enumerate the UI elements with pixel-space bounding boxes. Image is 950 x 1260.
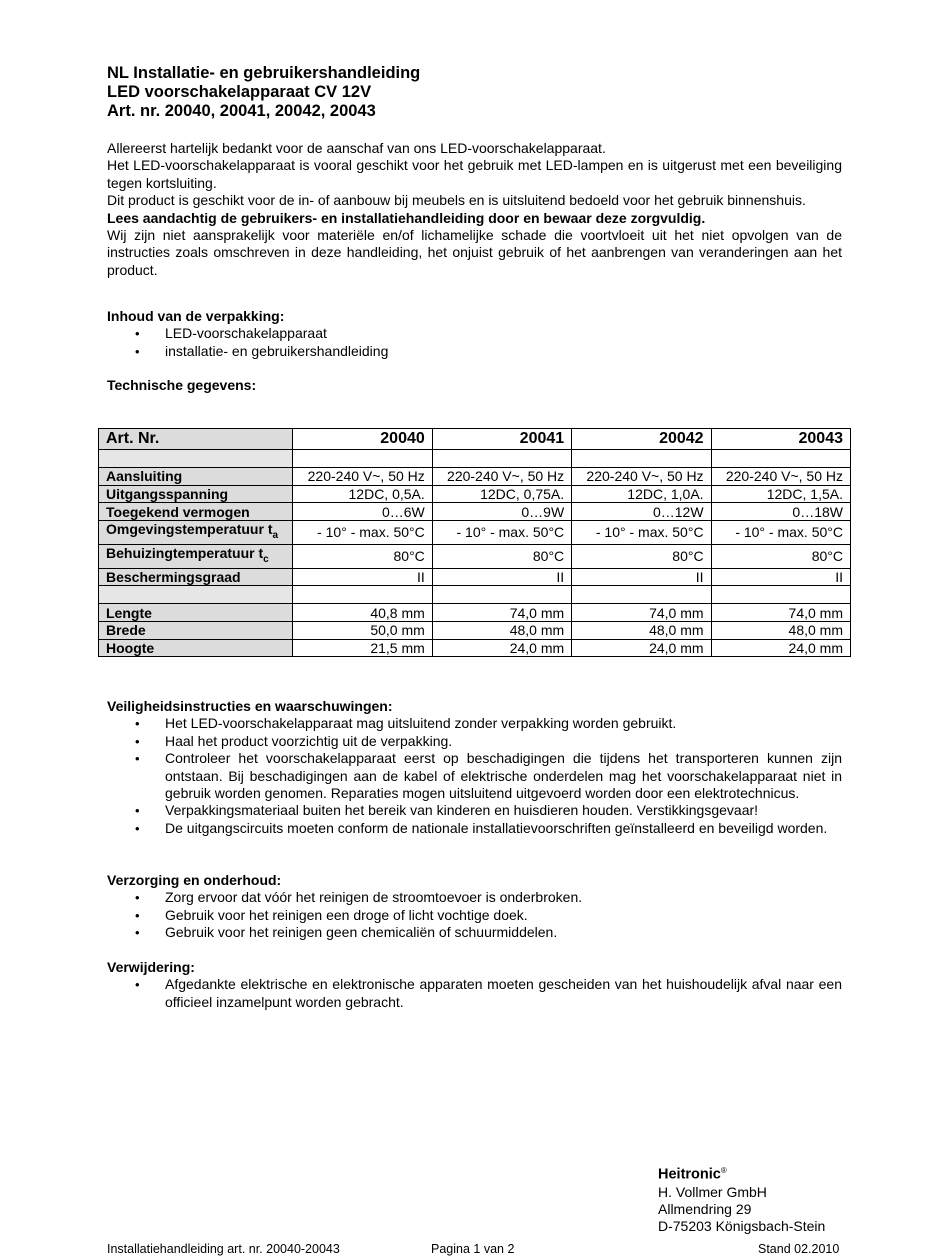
- disposal-section: [107, 959, 842, 1011]
- table-header-cell: 20043: [711, 429, 850, 450]
- title-line-2: LED voorschakelapparaat CV 12V: [107, 83, 372, 101]
- table-cell: 80°C: [572, 544, 711, 568]
- table-header-label: Art. Nr.: [99, 429, 293, 450]
- row-label: Hoogte: [99, 639, 293, 657]
- table-cell: - 10° - max. 50°C: [572, 521, 711, 545]
- list-item: • Haal het product voorzichtig uit de verpakking.: [107, 733, 842, 750]
- table-row: [99, 521, 851, 545]
- table-cell: II: [432, 568, 571, 586]
- company-address: [658, 1162, 825, 1235]
- intro-text: [107, 140, 842, 279]
- table-cell: 12DC, 1,0A.: [572, 485, 711, 503]
- table-cell: 74,0 mm: [711, 604, 850, 622]
- table-cell: 74,0 mm: [432, 604, 571, 622]
- list-item: • Afgedankte elektrische en elektronische apparaten moeten gescheiden van het huishoudelijk afval naar een officieel inzamelpunt worden gebracht.: [107, 976, 842, 1011]
- street-address: Allmendring 29: [658, 1201, 752, 1218]
- table-cell: 48,0 mm: [572, 622, 711, 640]
- row-label: Omgevingstemperatuur $t_a$: [99, 521, 293, 545]
- table-row: [99, 485, 851, 503]
- intro-paragraph: Dit product is geschikt voor de in- of aanbouw bij meubels en is uitsluitend bedoeld voor het gebruik binnenshuis.: [107, 192, 806, 209]
- list-item: • Controleer het voorschakelapparaat eerst op beschadigingen die tijdens het transporteren kunnen zijn ontstaan. Bij beschadigingen aan de kabel of elektrische onderdelen mag het voorschakelapparaat niet in gebruik worden genomen. Reparaties mogen uitsluitend uitgevoerd worden door een elektrotechnicus.: [107, 750, 842, 802]
- table-header-cell: 20041: [432, 429, 571, 450]
- table-cell: 24,0 mm: [572, 639, 711, 657]
- list-item: • LED-voorschakelapparaat: [107, 325, 842, 342]
- table-cell: 12DC, 1,5A.: [711, 485, 850, 503]
- table-cell: 12DC, 0,75A.: [432, 485, 571, 503]
- registered-mark: ®: [720, 1166, 727, 1175]
- list-item: • Zorg ervoor dat vóór het reinigen de stroomtoevoer is onderbroken.: [107, 889, 842, 906]
- table-cell: 80°C: [293, 544, 432, 568]
- section-heading: Technische gegevens:: [107, 377, 257, 393]
- row-label: Lengte: [99, 604, 293, 622]
- table-cell: II: [711, 568, 850, 586]
- table-header-cell: 20042: [572, 429, 711, 450]
- tech-data-section: [107, 377, 842, 394]
- table-cell: 80°C: [711, 544, 850, 568]
- bullet-list: [107, 889, 842, 941]
- table-cell: 220-240 V~, 50 Hz: [572, 468, 711, 486]
- bullet-list: [107, 976, 842, 1011]
- intro-paragraph: Wij zijn niet aansprakelijk voor materiële en/of lichamelijke schade die voortvloeit uit het niet opvolgen van de instructies zoals omschreven in deze handleiding, het onjuist gebruik of het aanbrengen van veranderingen aan het product.: [107, 227, 842, 278]
- intro-paragraph: Allereerst hartelijk bedankt voor de aanschaf van ons LED-voorschakelapparaat.: [107, 140, 606, 156]
- table-cell: 0…18W: [711, 503, 850, 521]
- list-item: • De uitgangscircuits moeten conform de nationale installatievoorschriften geïnstalleerd en beveiligd worden.: [107, 820, 842, 837]
- table-cell: 220-240 V~, 50 Hz: [432, 468, 571, 486]
- row-label: Uitgangsspanning: [99, 485, 293, 503]
- table-row: [99, 604, 851, 622]
- title-line-1: NL Installatie- en gebruikershandleiding: [107, 64, 421, 82]
- table-cell: 74,0 mm: [572, 604, 711, 622]
- page-number: Pagina 1 van 2: [431, 1242, 515, 1256]
- table-cell: II: [572, 568, 711, 586]
- package-contents-section: [107, 308, 842, 360]
- row-label: Behuizingtemperatuur $t_c$: [99, 544, 293, 568]
- table-header-row: [99, 429, 851, 450]
- table-spacer-row: [99, 450, 851, 468]
- table-cell: 40,8 mm: [293, 604, 432, 622]
- brand-name: Heitronic: [658, 1166, 721, 1183]
- table-cell: 220-240 V~, 50 Hz: [711, 468, 850, 486]
- care-section: [107, 872, 842, 942]
- section-heading: Veiligheidsinstructies en waarschuwingen:: [107, 698, 393, 714]
- document-title: [107, 64, 847, 121]
- list-item: • installatie- en gebruikershandleiding: [107, 343, 842, 360]
- section-heading: Inhoud van de verpakking:: [107, 308, 285, 324]
- list-item: • Gebruik voor het reinigen een droge of licht vochtige doek.: [107, 907, 842, 924]
- list-item: • Het LED-voorschakelapparaat mag uitsluitend zonder verpakking worden gebruikt.: [107, 715, 842, 732]
- table-cell: 220-240 V~, 50 Hz: [293, 468, 432, 486]
- bullet-list: [107, 325, 842, 360]
- table-cell: 80°C: [432, 544, 571, 568]
- bullet-list: [107, 715, 842, 837]
- table-row: [99, 639, 851, 657]
- table-cell: 0…6W: [293, 503, 432, 521]
- company-name: H. Vollmer GmbH: [658, 1183, 767, 1200]
- intro-warning: Lees aandachtig de gebruikers- en installatiehandleiding door en bewaar deze zorgvuldig.: [107, 209, 706, 226]
- table-row: [99, 622, 851, 640]
- table-cell: 0…12W: [572, 503, 711, 521]
- table-cell: 50,0 mm: [293, 622, 432, 640]
- intro-paragraph: Het LED-voorschakelapparaat is vooral geschikt voor het gebruik met LED-lampen en is uitgerust met een beveiliging tegen kortsluiting.: [107, 157, 842, 191]
- table-cell: 21,5 mm: [293, 639, 432, 657]
- row-label: Brede: [99, 622, 293, 640]
- table-row: [99, 468, 851, 486]
- table-row: [99, 503, 851, 521]
- table-spacer-row: [99, 586, 851, 604]
- table-cell: - 10° - max. 50°C: [711, 521, 850, 545]
- table-cell: 24,0 mm: [432, 639, 571, 657]
- row-label: Toegekend vermogen: [99, 503, 293, 521]
- section-heading: Verwijdering:: [107, 959, 195, 975]
- row-label: Aansluiting: [99, 468, 293, 486]
- table-cell: 0…9W: [432, 503, 571, 521]
- list-item: • Verpakkingsmateriaal buiten het bereik van kinderen en huisdieren houden. Verstikkingsgevaar!: [107, 802, 842, 819]
- table-cell: 24,0 mm: [711, 639, 850, 657]
- table-cell: - 10° - max. 50°C: [293, 521, 432, 545]
- footer-right: Stand 02.2010: [758, 1242, 840, 1256]
- tech-table: [98, 428, 851, 657]
- list-item: • Gebruik voor het reinigen geen chemicaliën of schuurmiddelen.: [107, 924, 842, 941]
- table-row: [99, 568, 851, 586]
- city-address: D-75203 Königsbach-Stein: [658, 1218, 826, 1235]
- title-line-3: Art. nr. 20040, 20041, 20042, 20043: [107, 102, 376, 120]
- table-header-cell: 20040: [293, 429, 432, 450]
- table-cell: 12DC, 0,5A.: [293, 485, 432, 503]
- safety-section: [107, 698, 842, 837]
- row-label: Beschermingsgraad: [99, 568, 293, 586]
- table-row: [99, 544, 851, 568]
- footer-left: Installatiehandleiding art. nr. 20040-20043: [107, 1242, 340, 1256]
- section-heading: Verzorging en onderhoud:: [107, 872, 282, 888]
- table-cell: II: [293, 568, 432, 586]
- table-cell: - 10° - max. 50°C: [432, 521, 571, 545]
- table-cell: 48,0 mm: [711, 622, 850, 640]
- table-cell: 48,0 mm: [432, 622, 571, 640]
